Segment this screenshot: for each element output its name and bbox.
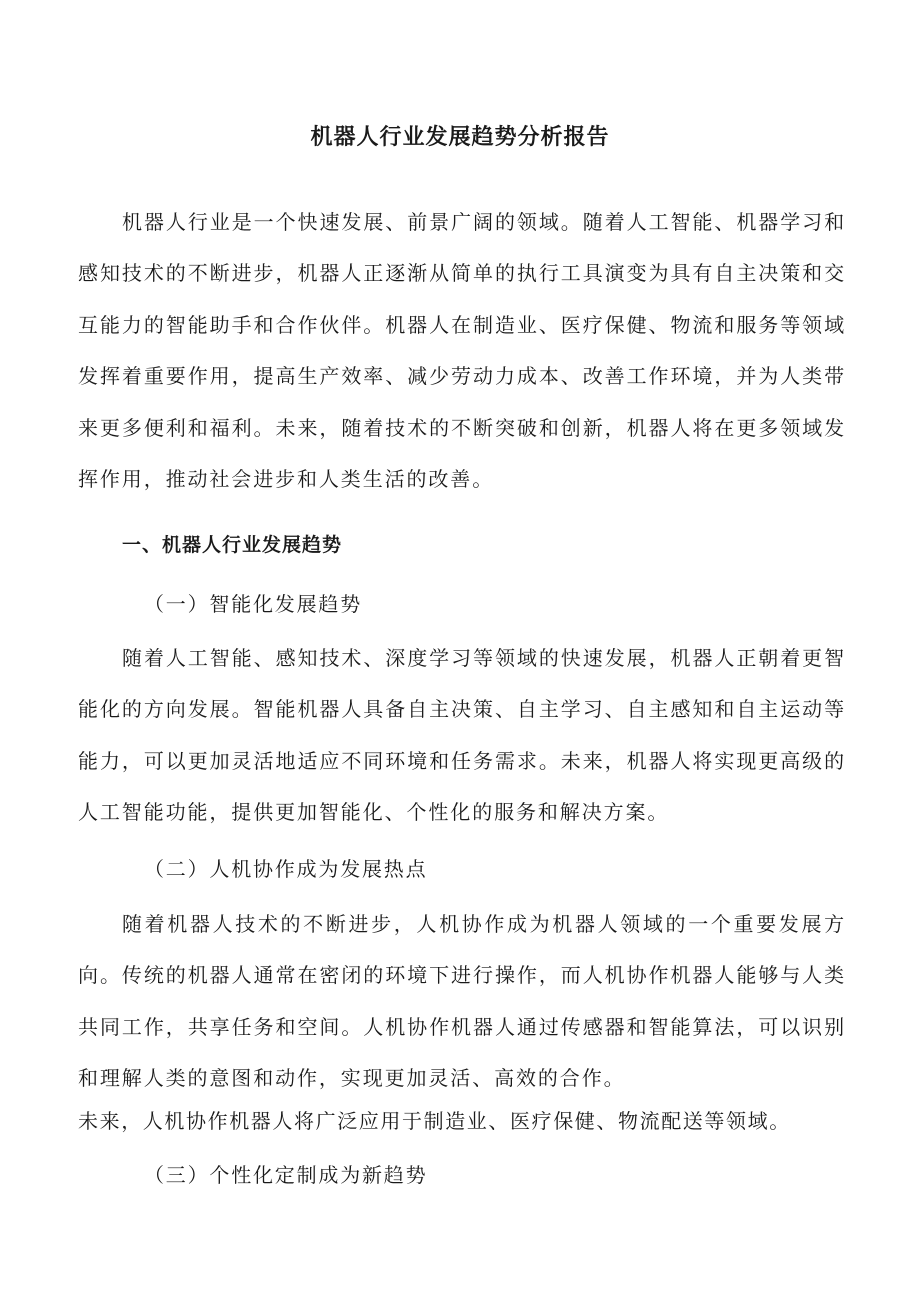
subsection-paragraph-collaboration: 随着机器人技术的不断进步，人机协作成为机器人领域的一个重要发展方向。传统的机器人通常在密闭的环境下进行操作，而人机协作机器人能够与人类共同工作，共享任务和空间。人机协作机器人通过传感器和智能算法，可以识别和理解人类的意图和动作，实现更加灵活、高效的合作。 [78,912,846,1091]
subsection-paragraph-intelligent: 随着人工智能、感知技术、深度学习等领域的快速发展，机器人正朝着更智能化的方向发展。智能机器人具备自主决策、自主学习、自主感知和自主运动等能力，可以更加灵活地适应不同环境和任务需求。未来，机器人将实现更高级的人工智能功能，提供更加智能化、个性化的服务和解决方案。 [78,646,846,825]
subsection-paragraph-collaboration-continued: 未来，人机协作机器人将广泛应用于制造业、医疗保健、物流配送等领域。 [78,1109,791,1133]
subsection-heading-intelligent: （一）智能化发展趋势 [144,592,362,616]
document-title: 机器人行业发展趋势分析报告 [310,125,610,150]
subsection-heading-collaboration: （二）人机协作成为发展热点 [144,857,428,881]
intro-paragraph: 机器人行业是一个快速发展、前景广阔的领域。随着人工智能、机器学习和感知技术的不断进步，机器人正逐渐从简单的执行工具演变为具有自主决策和交互能力的智能助手和合作伙伴。机器人在制造业、医疗保健、物流和服务等领域发挥着重要作用，提高生产效率、减少劳动力成本、改善工作环境，并为人类带来更多便利和福利。未来，随着技术的不断突破和创新，机器人将在更多领域发挥作用，推动社会进步和人类生活的改善。 [78,210,846,492]
subsection-heading-customization: （三）个性化定制成为新趋势 [144,1163,428,1187]
section-heading-trends: 一、机器人行业发展趋势 [122,534,343,556]
